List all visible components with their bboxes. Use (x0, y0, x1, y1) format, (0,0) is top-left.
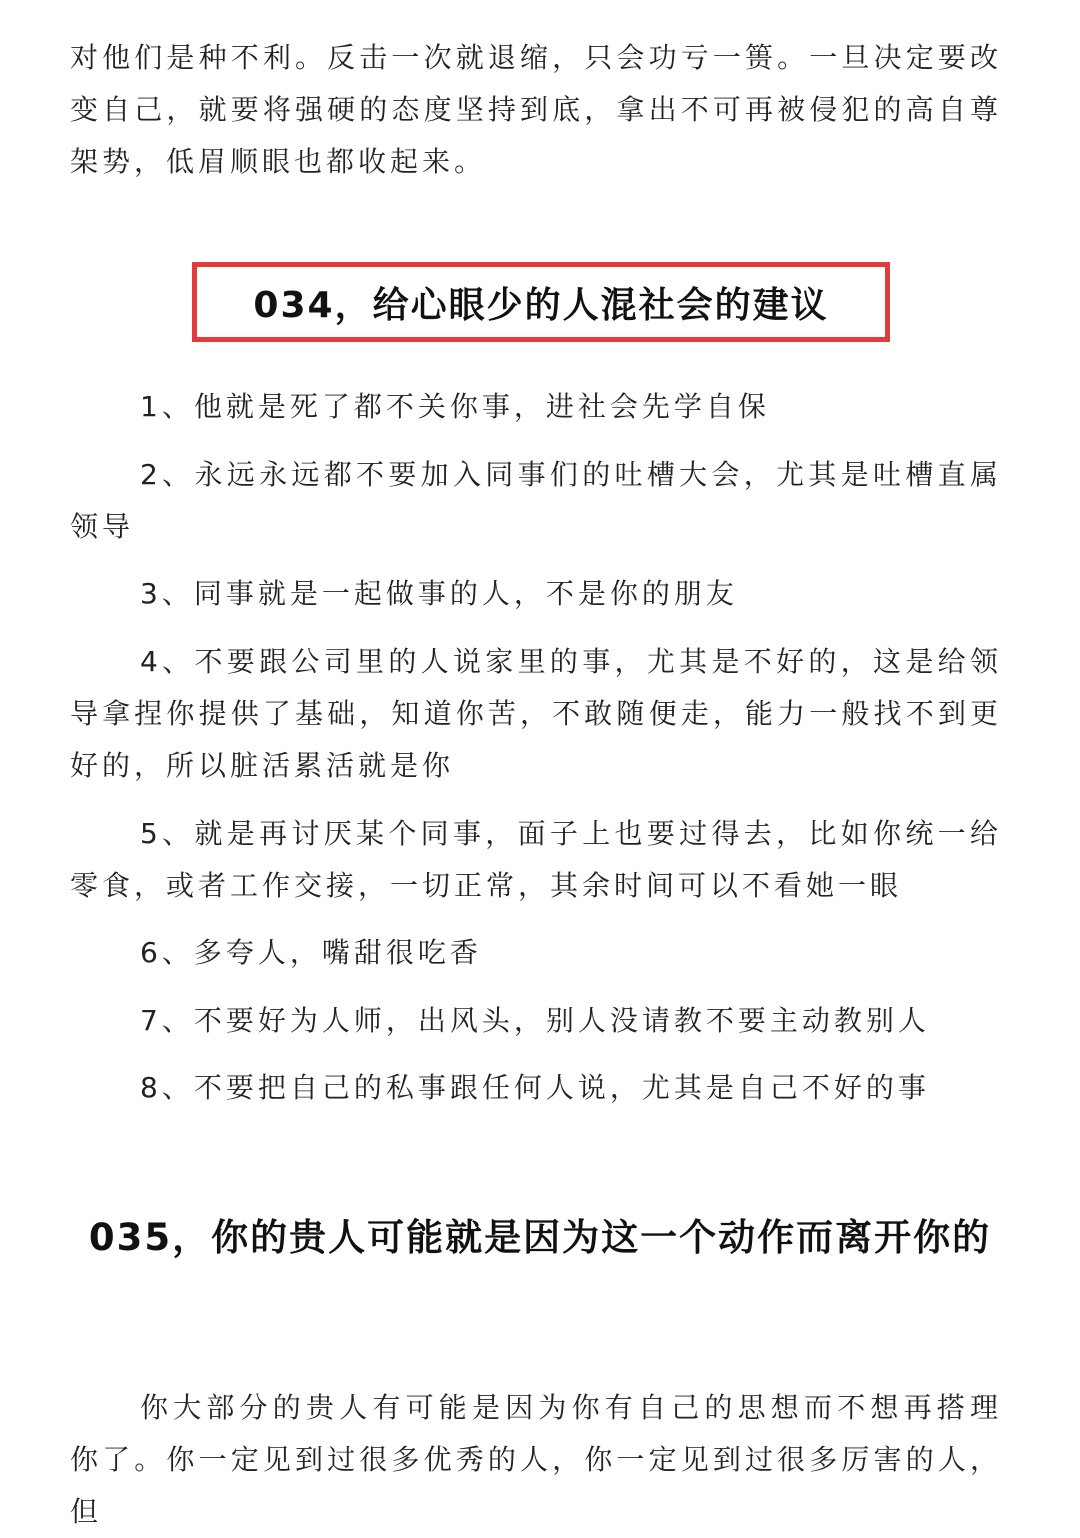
list-item-4: 4、不要跟公司里的人说家里的事，尤其是不好的，这是给领导拿捏你提供了基础，知道你苦，不敢随便走，能力一般找不到更好的，所以脏活累活就是你 (70, 645, 1002, 782)
list-item-8: 8、不要把自己的私事跟任何人说，尤其是自己不好的事 (140, 1071, 930, 1104)
section-035-paragraph: 你大部分的贵人有可能是因为你有自己的思想而不想再搭理你了。你一定见到过很多优秀的人，你一定见到过很多厉害的人，但 (70, 1391, 1002, 1528)
section-035-title: 035，你的贵人可能就是因为这一个动作而离开你的 (88, 1216, 992, 1259)
list-item-2: 2、永远永远都不要加入同事们的吐槽大会，尤其是吐槽直属领导 (70, 458, 1002, 543)
list-item-6: 6、多夸人，嘴甜很吃香 (140, 936, 482, 969)
list-item-7: 7、不要好为人师，出风头，别人没请教不要主动教别人 (140, 1004, 930, 1037)
list-item-1: 1、他就是死了都不关你事，进社会先学自保 (140, 390, 770, 423)
intro-paragraph: 对他们是种不利。反击一次就退缩，只会功亏一篑。一旦决定要改变自己，就要将强硬的态度坚持到底，拿出不可再被侵犯的高自尊架势，低眉顺眼也都收起来。 (70, 41, 1002, 178)
section-034-title: 034，给心眼少的人混社会的建议 (253, 284, 829, 326)
list-item-5: 5、就是再讨厌某个同事，面子上也要过得去，比如你统一给零食，或者工作交接，一切正常，其余时间可以不看她一眼 (70, 817, 1002, 902)
list-item-3: 3、同事就是一起做事的人，不是你的朋友 (140, 577, 738, 610)
section-034-title-box (192, 262, 890, 342)
